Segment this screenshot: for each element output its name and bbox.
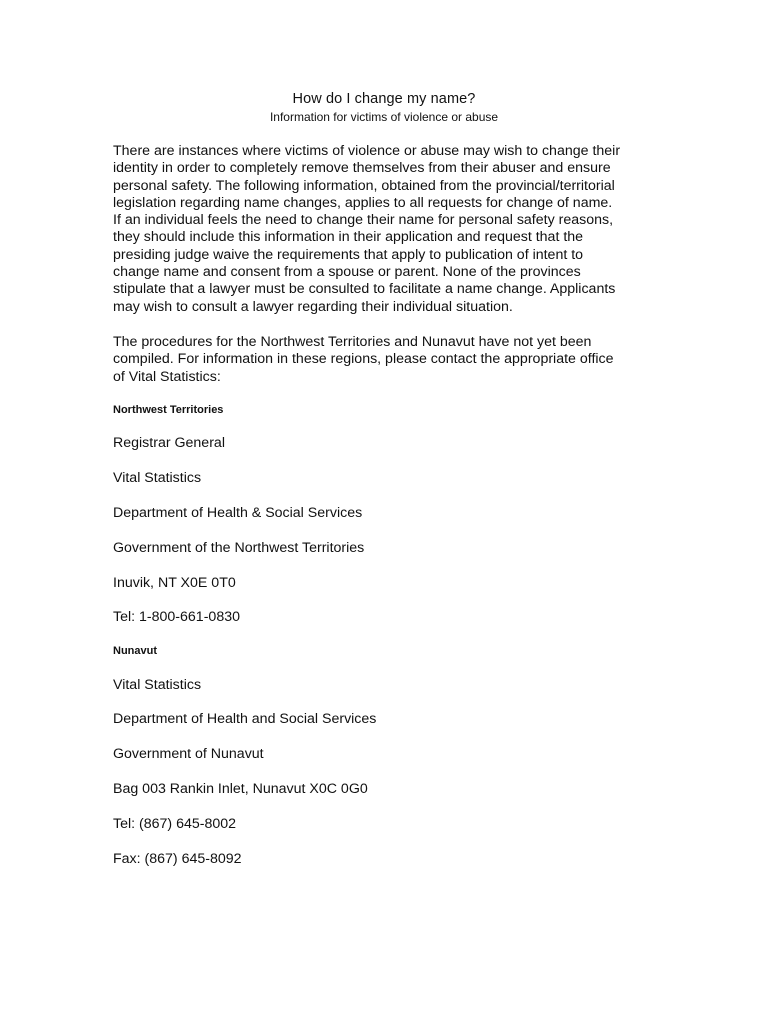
nunavut-heading: Nunavut: [113, 645, 157, 657]
nwt-phone: Tel: 1-800-661-0830: [113, 609, 240, 625]
nunavut-address-line: Vital Statistics: [113, 677, 202, 693]
nunavut-fax: Fax: (867) 645-8092: [113, 851, 242, 867]
nunavut-phone: Tel: (867) 645-8002: [113, 816, 237, 832]
nwt-address-line: Department of Health & Social Services: [113, 505, 363, 521]
procedures-paragraph: The procedures for the Northwest Territories and Nunavut have not yet been compiled. For information in these regions, please contact the appropriate office of Vital Statistics:: [113, 334, 614, 385]
nunavut-address-line: Bag 003 Rankin Inlet, Nunavut X0C 0G0: [113, 781, 368, 797]
page-subtitle: Information for victims of violence or abuse: [269, 110, 499, 124]
nwt-address-line: Vital Statistics: [113, 470, 202, 486]
nwt-heading: Northwest Territories: [113, 404, 224, 416]
nwt-address-line: Inuvik, NT X0E 0T0: [113, 575, 236, 591]
nwt-address-line: Registrar General: [113, 435, 225, 451]
nunavut-address-line: Government of Nunavut: [113, 746, 264, 762]
page-title: How do I change my name?: [292, 91, 476, 107]
intro-paragraph: There are instances where victims of violence or abuse may wish to change their identity in order to completely remove themselves from their abuser and ensure personal safety. The following information, obtained from the provincial/territorial legislation regarding name changes, applies to all requests for change of name. If an individual feels the need to change their name for personal safety reasons, they should include this information in their application and request that the presiding judge waive the requirements that apply to publication of intent to change name and consent from a spouse or parent. None of the provinces stipulate that a lawyer must be consulted to facilitate a name change. Applicants may wish to consult a lawyer regarding their individual situation.: [113, 143, 621, 315]
nunavut-address-line: Department of Health and Social Services: [113, 711, 377, 727]
nwt-address-line: Government of the Northwest Territories: [113, 540, 365, 556]
